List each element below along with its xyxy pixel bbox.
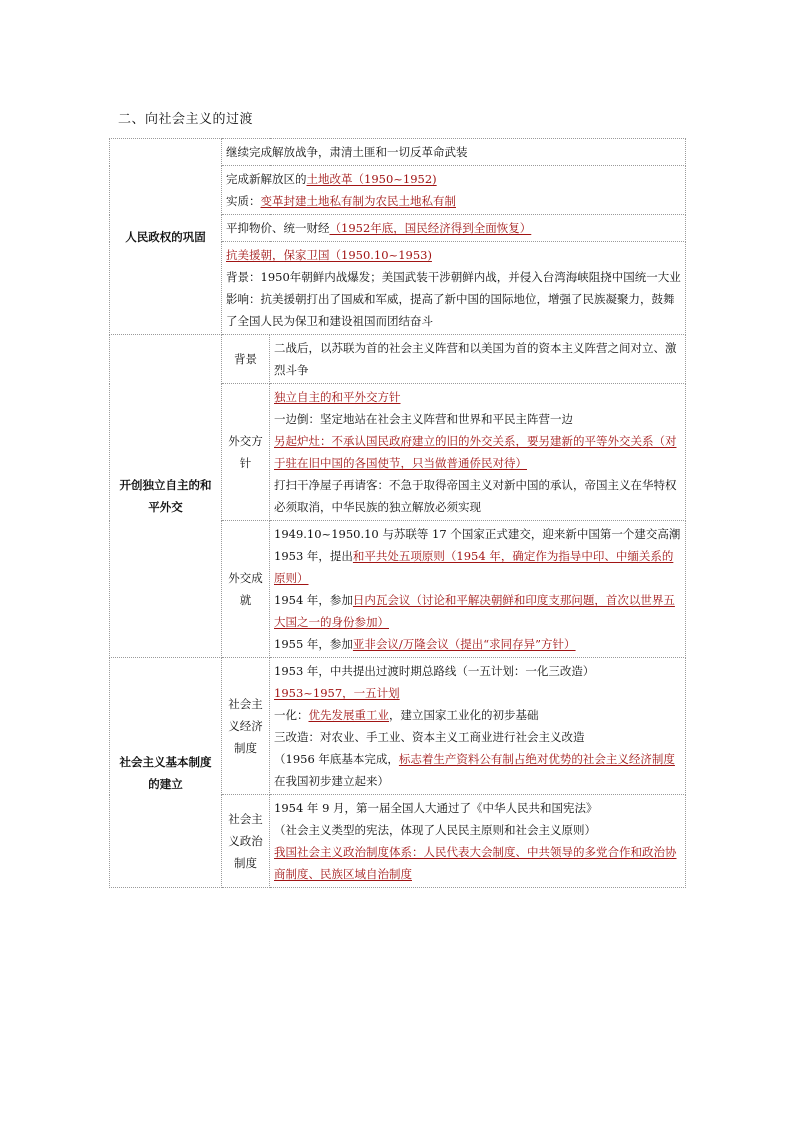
text-line: 影响：抗美援朝打出了国威和军威，提高了新中国的国际地位，增强了民族凝聚力，鼓舞了全国人民为保卫和建设祖国而团结奋斗 bbox=[226, 292, 675, 328]
text-span: 1954 年，参加 bbox=[274, 593, 353, 607]
consolidation-cell-1 bbox=[222, 139, 686, 166]
achievements-label: 外交成就 bbox=[222, 521, 270, 658]
text-line: （社会主义类型的宪法，体现了人民民主原则和社会主义原则） bbox=[274, 823, 596, 837]
background-label: 背景 bbox=[222, 335, 270, 384]
text-span: 一化： bbox=[274, 708, 309, 722]
outline-table bbox=[109, 138, 686, 888]
political-cell bbox=[270, 795, 686, 888]
consolidation-cell-4 bbox=[222, 242, 686, 335]
text-line: 1953 年，中共提出过渡时期总路线（一五计划：一化三改造） bbox=[274, 664, 595, 678]
highlight-text: 土地改革（1950~1952) bbox=[306, 172, 437, 186]
text-span: （1956 年底基本完成， bbox=[274, 752, 399, 766]
consolidation-header: 人民政权的巩固 bbox=[110, 139, 222, 335]
economic-label: 社会主义经济制度 bbox=[222, 658, 270, 795]
background-cell bbox=[270, 335, 686, 384]
text-line: 背景：1950年朝鲜内战爆发；美国武装干涉朝鲜内战，并侵入台湾海峡阻挠中国统一大业 bbox=[226, 270, 681, 284]
achievements-cell bbox=[270, 521, 686, 658]
consolidation-cell-2 bbox=[222, 166, 686, 215]
text-span: 1955 年，参加 bbox=[274, 637, 353, 651]
text-span: 平抑物价、统一财经 bbox=[226, 221, 330, 235]
highlight-text: 和平共处五项原则（1954 年，确定作为指导中印、中缅关系的原则） bbox=[274, 549, 674, 585]
highlight-text: 抗美援朝，保家卫国（1950.10~1953) bbox=[226, 248, 432, 262]
text-span: ，建立国家工业化的初步基础 bbox=[389, 708, 539, 722]
highlight-text: 亚非会议/万隆会议（提出“求同存异”方针） bbox=[352, 637, 576, 651]
highlight-text: 优先发展重工业 bbox=[308, 708, 389, 722]
highlight-text: （1952年底，国民经济得到全面恢复） bbox=[329, 221, 532, 235]
policy-cell bbox=[270, 384, 686, 521]
highlight-text: 变革封建土地私有制为农民土地私有制 bbox=[260, 194, 456, 208]
highlight-text: 不承认国民政府建立的旧的外交关系，要另建新的平等外交关系（对于驻在旧中国的各国使节，只当做普通侨民对待） bbox=[274, 434, 677, 470]
highlight-text: 日内瓦会议（讨论和平解决朝鲜和印度支那问题，首次以世界五大国之一的身份参加） bbox=[274, 593, 675, 629]
consolidation-cell-3 bbox=[222, 215, 686, 242]
text-line: 一边倒：坚定地站在社会主义阵营和世界和平民主阵营一边 bbox=[274, 412, 573, 426]
text-line: 1949.10~1950.10 与苏联等 17 个国家正式建交，迎来新中国第一个建交高潮 bbox=[274, 527, 681, 541]
highlight-text: 我国社会主义政治制度体系：人民代表大会制度、中共领导的多党合作和政治协商制度、民族区域自治制度 bbox=[274, 845, 677, 881]
text-span: 在我国初步建立起来） bbox=[274, 774, 389, 788]
text-span: 实质： bbox=[226, 194, 261, 208]
text-line: 1954 年 9 月，第一届全国人大通过了《中华人民共和国宪法》 bbox=[274, 801, 598, 815]
text-line: 二战后，以苏联为首的社会主义阵营和以美国为首的资本主义阵营之间对立、激烈斗争 bbox=[274, 341, 677, 377]
text-span: 完成新解放区的 bbox=[226, 172, 307, 186]
text-line: 打扫干净屋子再请客：不急于取得帝国主义对新中国的承认，帝国主义在华特权必须取消，中华民族的独立解放必须实现 bbox=[274, 478, 677, 514]
policy-label: 外交方针 bbox=[222, 384, 270, 521]
diplomacy-header: 开创独立自主的和平外交 bbox=[110, 335, 222, 658]
section-title: 二、向社会主义的过渡 bbox=[118, 112, 254, 127]
highlight-text: 1953~1957，一五计划 bbox=[274, 686, 400, 700]
text-line: 继续完成解放战争，肃清土匪和一切反革命武装 bbox=[226, 145, 468, 159]
text-span: 1953 年，提出 bbox=[274, 549, 353, 563]
table-row bbox=[110, 139, 686, 166]
political-label: 社会主义政治制度 bbox=[222, 795, 270, 888]
highlight-text: 独立自主的和平外交方针 bbox=[274, 390, 401, 404]
highlight-text: 标志着生产资料公有制占绝对优势的社会主义经济制度 bbox=[398, 752, 675, 766]
table-row bbox=[110, 658, 686, 795]
system-header: 社会主义基本制度的建立 bbox=[110, 658, 222, 888]
text-line: 三改造：对农业、手工业、资本主义工商业进行社会主义改造 bbox=[274, 730, 585, 744]
table-row bbox=[110, 335, 686, 384]
economic-cell bbox=[270, 658, 686, 795]
highlight-text: 另起炉灶： bbox=[274, 434, 332, 448]
